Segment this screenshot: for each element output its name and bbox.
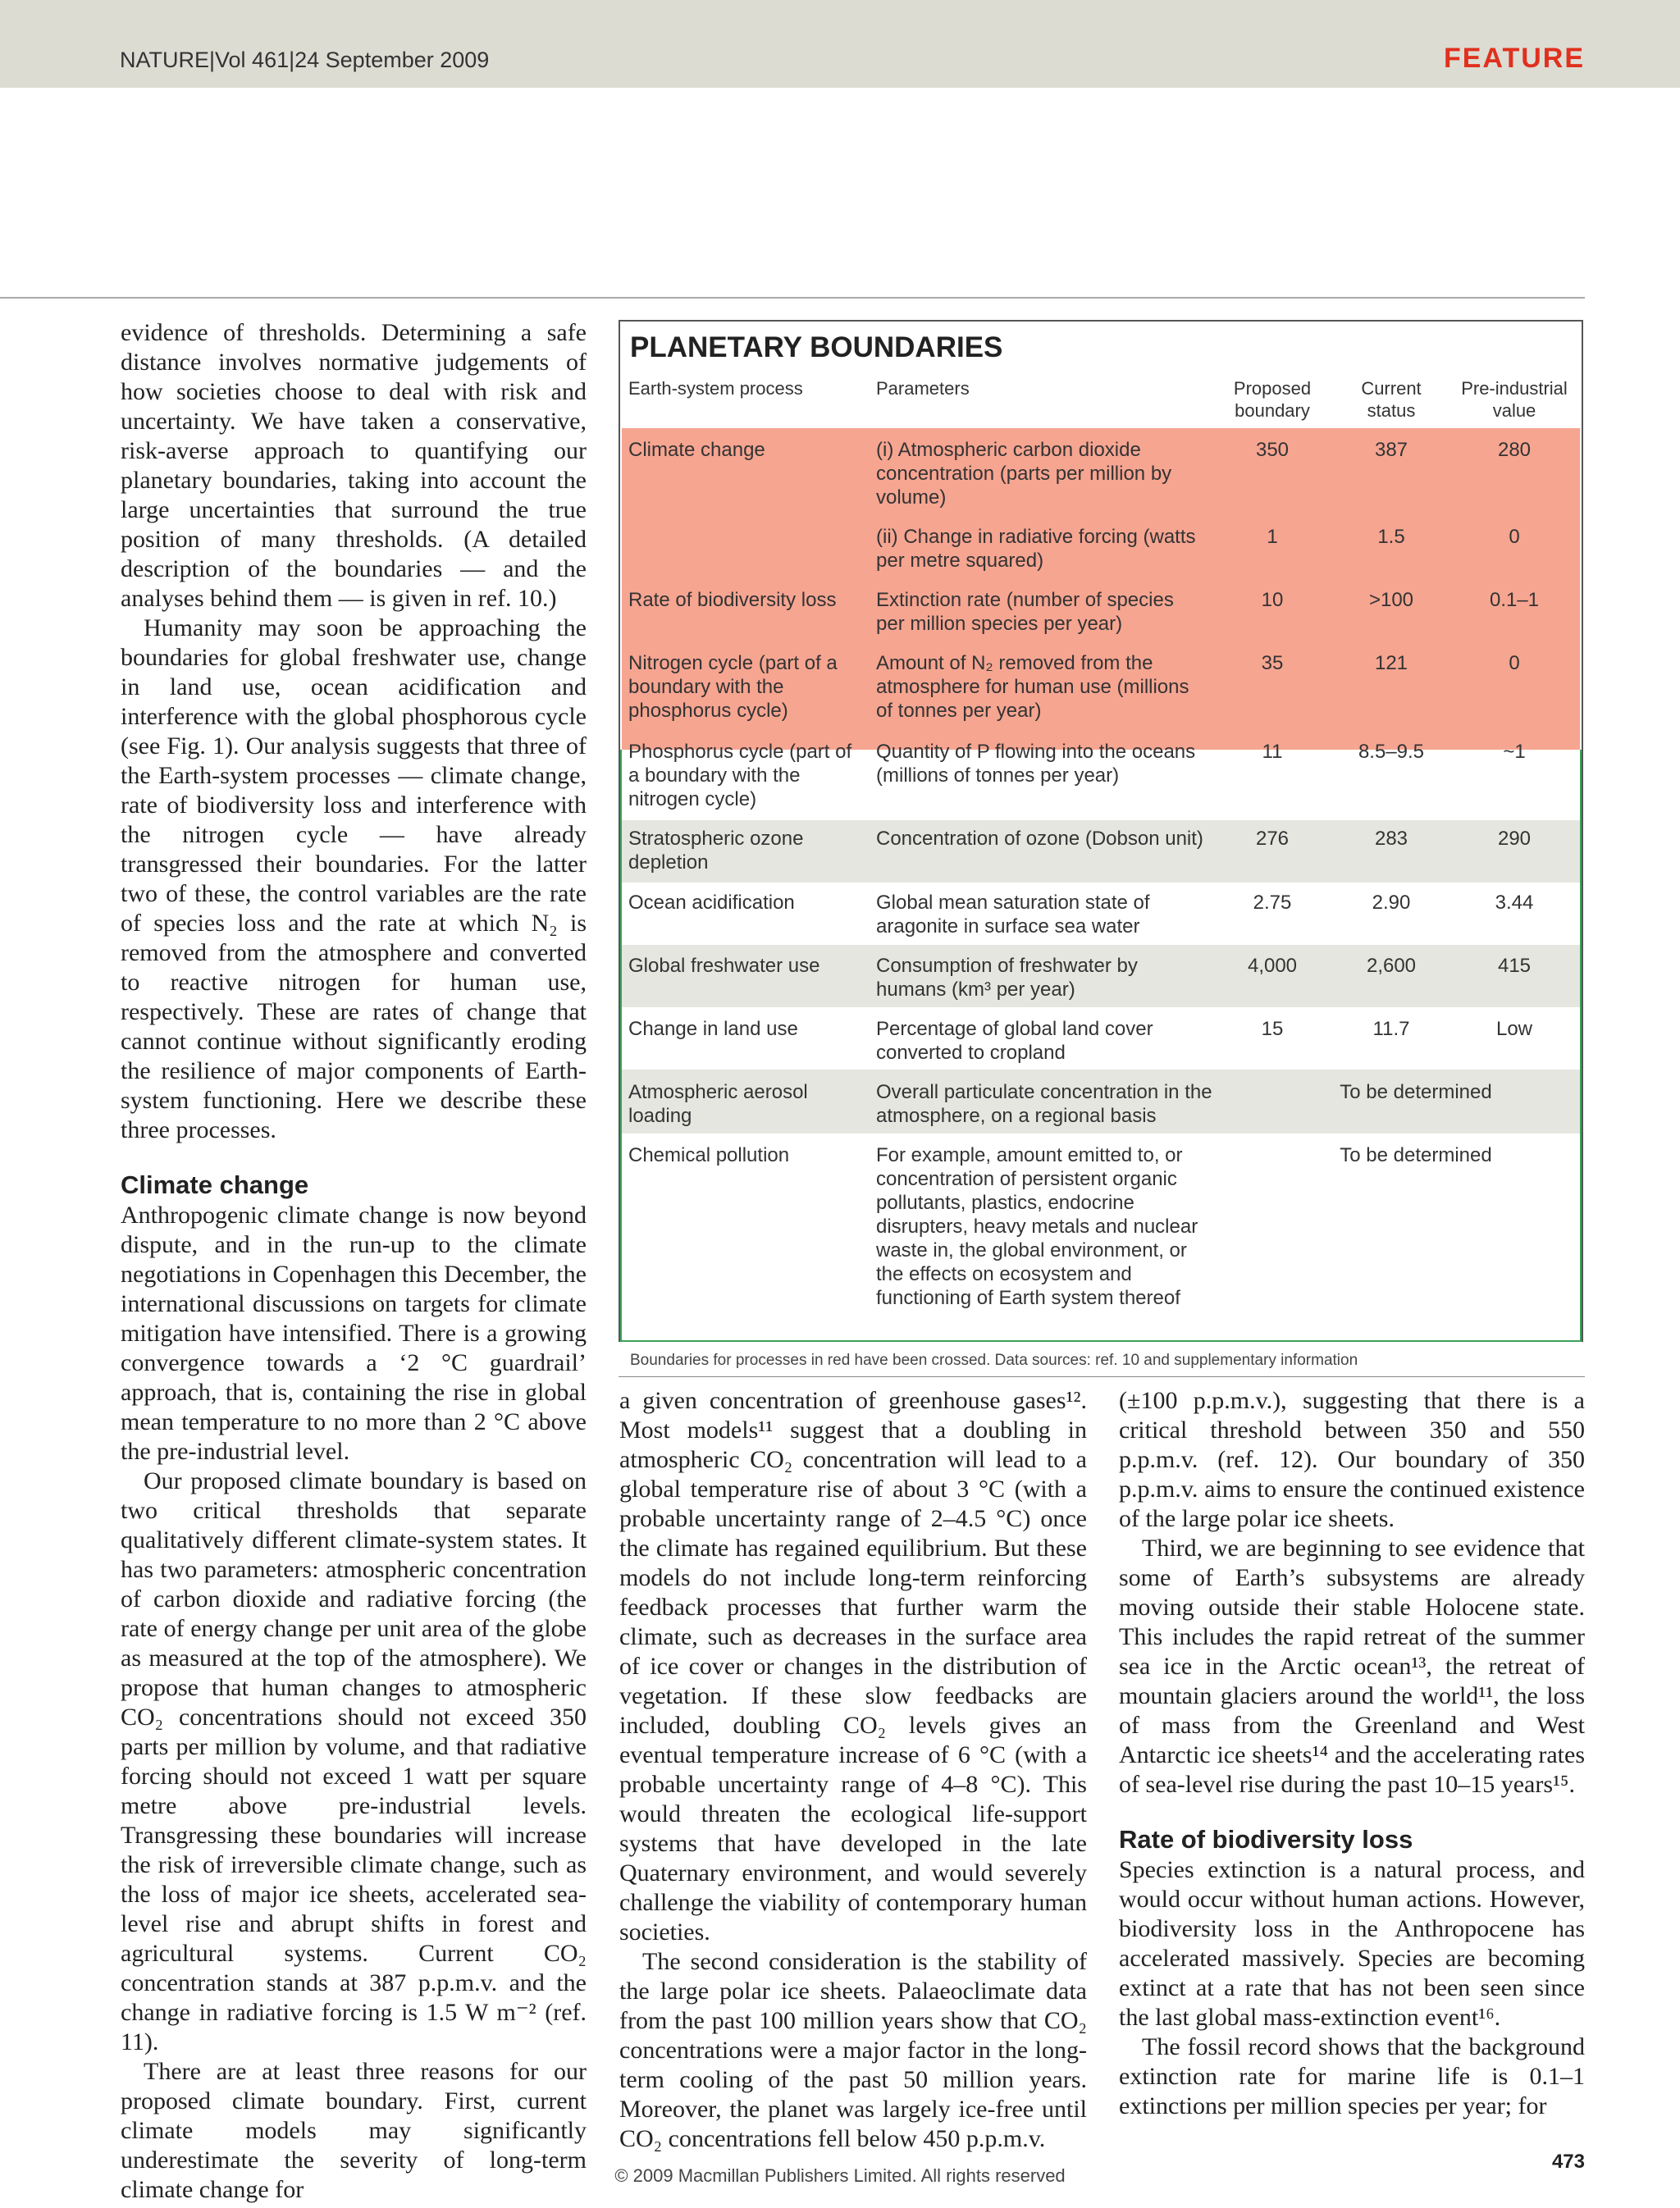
column-1 <box>121 318 587 2205</box>
cell-process: Stratospheric ozone depletion <box>628 828 804 874</box>
cell-parameter: Consumption of freshwater by humans (km³ per year) <box>876 955 1138 1001</box>
cell-parameter: Overall particulate concentration in the atmosphere, on a regional basis <box>876 1081 1212 1127</box>
cell-process: Ocean acidification <box>628 892 795 914</box>
table-title: PLANETARY BOUNDARIES <box>630 331 1003 363</box>
paragraph: evidence of thresholds. Determining a safe distance involves normative judgements of how societies choose to deal with risk and uncertainty. We have taken a conservative, risk-averse approach to quantifying our planetary boundaries, taking into account the large uncertainties that surround the true position of many thresholds. (A detailed description of the boundaries — and the analyses behind them — is given in ref. 10.) <box>121 319 587 612</box>
header-proposed: Proposed boundary <box>1233 378 1312 421</box>
cell-process: Phosphorus cycle (part of a boundary with the nitrogen cycle) <box>628 741 852 810</box>
cell-proposed: 2.75 <box>1253 892 1292 914</box>
cell-preindustrial: Low <box>1495 1018 1533 1040</box>
cell-parameter: Amount of N₂ removed from the atmosphere for human use (millions of tonnes per year) <box>876 652 1189 722</box>
journal-info: NATURE|Vol 461|24 September 2009 <box>120 48 490 72</box>
column-2 <box>619 1386 1087 2154</box>
page-number: 473 <box>1551 2151 1585 2173</box>
cell-proposed: 1 <box>1267 526 1278 548</box>
cell-proposed: 350 <box>1255 439 1290 461</box>
cell-current: 2.90 <box>1372 892 1411 914</box>
cell-current: 387 <box>1374 439 1408 461</box>
cell-current: >100 <box>1368 589 1414 611</box>
cell-proposed: 11 <box>1262 741 1283 763</box>
cell-process: Climate change <box>628 439 765 461</box>
cell-preindustrial: 290 <box>1497 828 1532 850</box>
copyright-notice: © 2009 Macmillan Publishers Limited. All rights reserved <box>614 2165 1066 2186</box>
paragraph: The fossil record shows that the background extinction rate for marine life is 0.1–1 extinctions per million species per year; for <box>1119 2033 1585 2119</box>
paragraph: The second consideration is the stability of the large polar ice sheets. Palaeoclimate data from the past 100 million years show that CO₂ concentrations were a major factor in the long-term cooling of the past 50 million years. Moreover, the planet was largely ice-free until CO₂ concentrations fell below 450 p.p.m.v. <box>619 1948 1087 2152</box>
caption-rule <box>619 1376 1585 1377</box>
cell-proposed: 35 <box>1261 652 1284 674</box>
paragraph: Species extinction is a natural process, and would occur without human actions. However, biodiversity loss in the Anthropocene has accelerated massively. Species are becoming extinct at a rate that has not been seen since the last global mass-extinction event¹⁶. <box>1119 1856 1585 2031</box>
cell-current: 8.5–9.5 <box>1358 741 1425 763</box>
cell-process: Chemical pollution <box>628 1144 790 1166</box>
cell-proposed: 15 <box>1261 1018 1284 1040</box>
planetary-boundaries-table <box>619 320 1583 1342</box>
paragraph: a given concentration of greenhouse gases¹². Most models¹¹ suggest that a doubling in atmospheric CO₂ concentration will lead to a global temperature rise of about 3 °C (with a probable uncertainty range of 2–4.5 °C) once the climate has regained equilibrium. But these models do not include long-term reinforcing feedback processes that further warm the climate, such as decreases in the surface area of ice cover or changes in the distribution of vegetation. If these slow feedbacks are included, doubling CO₂ levels gives an eventual temperature increase of 6 °C (with a probable uncertainty range of 4–8 °C). This would threaten the ecological life-support systems that have developed in the late Quaternary environment, and would severely challenge the viability of contemporary human societies. <box>619 1387 1087 1946</box>
cell-process: Nitrogen cycle (part of a boundary with the phosphorus cycle) <box>628 652 838 722</box>
cell-parameter: Quantity of P flowing into the oceans (millions of tonnes per year) <box>876 741 1196 787</box>
section-label: FEATURE <box>1443 43 1585 74</box>
cell-current: 2,600 <box>1366 955 1417 977</box>
cell-current: 283 <box>1374 828 1408 850</box>
cell-to-be-determined: To be determined <box>1340 1144 1492 1166</box>
cell-preindustrial: ~1 <box>1503 741 1526 763</box>
paragraph: Humanity may soon be approaching the boundaries for global freshwater use, change in land use, ocean acidification and interference with the global phosphorous cycle (see Fig. 1). Our analysis suggests that three of the Earth-system processes — climate change, rate of biodiversity loss and interference with the nitrogen cycle — have already transgressed their boundaries. For the latter two of these, the control variables are the rate of species loss and the rate at which N₂ is removed from the atmosphere and converted to reactive nitrogen for human use, respectively. These are rates of change that cannot continue without significantly eroding the resilience of major components of Earth-system functioning. Here we describe these three processes. <box>121 614 587 1143</box>
cell-preindustrial: 0 <box>1509 526 1520 548</box>
cell-preindustrial: 3.44 <box>1495 892 1534 914</box>
header-parameters: Parameters <box>876 378 970 399</box>
cell-process: Change in land use <box>628 1018 798 1040</box>
cell-preindustrial: 280 <box>1497 439 1532 461</box>
table-caption: Boundaries for processes in red have been crossed. Data sources: ref. 10 and supplementary information <box>630 1352 1358 1369</box>
paragraph: Anthropogenic climate change is now beyond dispute, and in the run-up to the climate negotiations in Copenhagen this December, the international discussions on targets for climate mitigation have intensified. There is a growing convergence towards a ‘2 °C guardrail’ approach, that is, containing the rise in global mean temperature to no more than 2 °C above the pre-industrial level. <box>121 1202 587 1465</box>
cell-process: Atmospheric aerosol loading <box>628 1081 808 1127</box>
cell-current: 1.5 <box>1377 526 1405 548</box>
top-rule <box>0 297 1585 299</box>
cell-parameter: (i) Atmospheric carbon dioxide concentration (parts per million by volume) <box>876 439 1172 509</box>
cell-proposed: 276 <box>1255 828 1290 850</box>
header-current: Current status <box>1361 378 1422 421</box>
cell-proposed: 4,000 <box>1247 955 1298 977</box>
cell-parameter: (ii) Change in radiative forcing (watts per metre squared) <box>876 526 1196 572</box>
cell-preindustrial: 0.1–1 <box>1489 589 1540 611</box>
cell-parameter: Extinction rate (number of species per million species per year) <box>876 589 1174 635</box>
cell-process: Global freshwater use <box>628 955 820 977</box>
paragraph: Third, we are beginning to see evidence that some of Earth’s subsystems are already moving outside their stable Holocene state. This includes the rapid retreat of the summer sea ice in the Arctic ocean¹³, the retreat of mountain glaciers around the world¹¹, the loss of mass from the Greenland and West Antarctic ice sheets¹⁴ and the accelerating rates of sea-level rise during the past 10–15 years¹⁵. <box>1119 1535 1585 1798</box>
cell-proposed: 10 <box>1261 589 1284 611</box>
cell-to-be-determined: To be determined <box>1340 1081 1492 1103</box>
cell-current: 121 <box>1374 652 1408 674</box>
cell-parameter: Percentage of global land cover converted to cropland <box>876 1018 1153 1064</box>
cell-parameter: Concentration of ozone (Dobson unit) <box>876 828 1203 850</box>
paragraph: (±100 p.p.m.v.), suggesting that there is a critical threshold between 350 and 550 p.p.m.v. (ref. 12). Our boundary of 350 p.p.m.v. aims to ensure the continued existence of the large polar ice sheets. <box>1119 1387 1585 1532</box>
paragraph: Our proposed climate boundary is based on two critical thresholds that separate qualitatively different climate-system states. It has two parameters: atmospheric concentration of carbon dioxide and radiative forcing (the rate of energy change per unit area of the globe as measured at the top of the atmosphere). We propose that human changes to atmospheric CO₂ concentrations should not exceed 350 parts per million by volume, and that radiative forcing should not exceed 1 watt per square metre above pre-industrial levels. Transgressing these boundaries will increase the risk of irreversible climate change, such as the loss of major ice sheets, accelerated sea-level rise and abrupt shifts in forest and agricultural systems. Current CO₂ concentration stands at 387 p.p.m.v. and the change in radiative forcing is 1.5 W m⁻² (ref. 11). <box>121 1467 587 2055</box>
section-heading-biodiversity: Rate of biodiversity loss <box>1119 1825 1413 1854</box>
header-preindustrial: Pre-industrial value <box>1461 378 1568 421</box>
header-process: Earth-system process <box>628 378 803 399</box>
cell-preindustrial: 415 <box>1497 955 1532 977</box>
cell-preindustrial: 0 <box>1509 652 1520 674</box>
cell-parameter: Global mean saturation state of aragonite in surface sea water <box>876 892 1150 937</box>
cell-process: Rate of biodiversity loss <box>628 589 837 611</box>
page-header <box>0 0 1680 88</box>
cell-current: 11.7 <box>1372 1018 1410 1040</box>
column-3 <box>1119 1386 1585 2121</box>
paragraph: There are at least three reasons for our proposed climate boundary. First, current climate models may significantly underestimate the severity of long-term climate change for <box>121 2058 587 2203</box>
cell-parameter: For example, amount emitted to, or concentration of persistent organic pollutants, plastics, endocrine disrupters, heavy metals and nuclear waste in, the global environment, or the effects on ecosystem and functioning of Earth system thereof <box>876 1144 1198 1309</box>
section-heading-climate: Climate change <box>121 1170 309 1199</box>
